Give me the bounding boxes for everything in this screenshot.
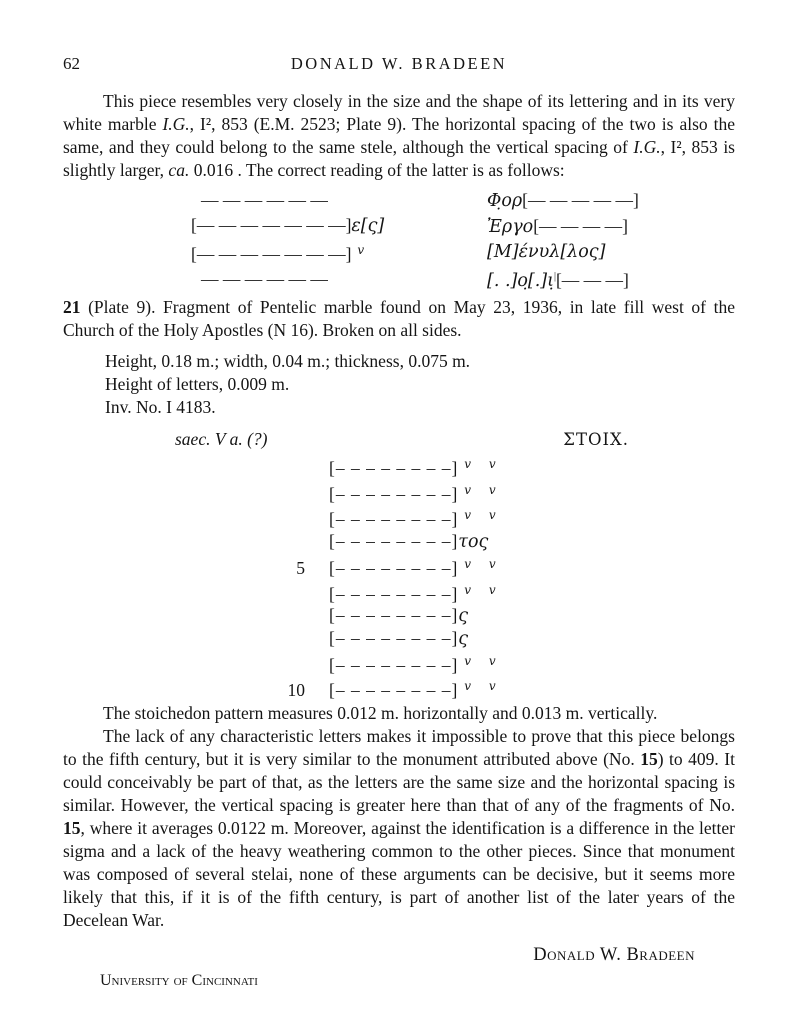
lacuna-brackets: [– – – – – – – –] — [329, 509, 459, 530]
text-segment: ) to 409. It could conceivably be part of that, as the letters are the same size and the horizontal spacing is similar. However, the vertical spacing is greater here than that of any of the fragments of No. — [63, 749, 735, 816]
pattern-paragraph: The stoichedon pattern measures 0.012 m. horizontally and 0.013 m. vertically. — [103, 703, 658, 724]
vacat-mark: v v — [464, 679, 503, 694]
discussion-paragraph — [63, 725, 735, 932]
greek-text: Φ̣ορ — [487, 191, 523, 211]
lacuna-brackets: [– – – – – – – –] — [329, 680, 459, 701]
greek-text: [. .]ο̣[.]ι̣ — [487, 270, 554, 291]
inscription-line — [191, 213, 384, 239]
vacat-mark: v v — [464, 653, 503, 668]
lacuna-brackets: [– – – – – – – –] — [329, 557, 459, 578]
ig-right-column — [487, 188, 639, 293]
vacat-mark: v v — [464, 457, 503, 471]
measurements-block — [63, 350, 735, 419]
lacuna-brackets: [– – – – – – – –] — [329, 583, 459, 604]
vacat-mark: v v — [464, 482, 503, 497]
text-segment: [— — — — —] — [522, 190, 639, 210]
text-segment: [— — — — — — —] — [191, 214, 352, 235]
text-segment: , I², 853 (E.M. 2523; Plate 9). The horizontal spacing of the two is also the same, and they could belong to the same stele, although the vertical spacing of — [63, 114, 736, 157]
greek-text: ς — [458, 628, 469, 649]
lacuna-brackets: [– – – – – – – –] — [329, 458, 459, 478]
text-segment: 15 — [63, 818, 81, 839]
running-head-title: DONALD W. BRADEEN — [290, 54, 508, 73]
inscription-line — [487, 239, 639, 265]
entry-21-paragraph — [63, 296, 735, 342]
text-segment: The lack of any characteristic letters makes it impossible to prove that this piece belongs to the fifth century, but it is very similar to the monument attributed above (No. — [63, 726, 735, 770]
author-signature: Donald W. Bradeen — [533, 945, 695, 966]
inscription-line — [191, 238, 384, 267]
line-number: 10 — [287, 680, 305, 701]
lacuna-brackets: [– – – – – – – –] — [329, 654, 459, 675]
text-segment: — — — — — — — [201, 268, 328, 289]
stoichedon-row — [263, 554, 735, 580]
stoichedon-row — [263, 628, 735, 651]
vacat-mark: v v — [464, 556, 503, 571]
stoichedon-row — [263, 454, 735, 480]
vacat-mark: v — [357, 243, 372, 257]
intro-paragraph — [63, 90, 735, 182]
greek-text: τος — [458, 532, 489, 553]
greek-text: Ἐργο — [487, 216, 534, 237]
stoichedon-row — [263, 605, 735, 628]
inscription-line — [487, 265, 639, 294]
measurement-line: Inv. No. I 4183. — [105, 397, 216, 417]
lacuna-brackets: [– – – – – – – –] — [329, 531, 459, 552]
text-segment: (Plate 9). Fragment of Pentelic marble found on May 23, 1936, in late fill west of the Church of the Holy Apostles (N 16). Broken on all sides. — [63, 297, 735, 340]
author-affiliation: University of Cincinnati — [100, 972, 258, 990]
lacuna-brackets: [– – – – – – – –] — [329, 483, 459, 504]
text-segment: , where it averages 0.0122 m. Moreover, against the identification is a difference in the letter sigma and a lack of the heavy weathering common to the other pieces. Since that monument was composed of several stelai, none of these arguments can be decisive, but it seems more likely that this, if it is of the fifth century, is part of another list of the later years of the Decelean War. — [63, 818, 735, 931]
text-segment: ca. — [168, 160, 190, 180]
lacuna-brackets: [– – – – – – – –] — [329, 627, 459, 648]
measurement-line: Height of letters, 0.009 m. — [105, 374, 290, 394]
running-header — [63, 52, 735, 74]
measurement-line: Height, 0.18 m.; width, 0.04 m.; thickness, 0.075 m. — [105, 351, 471, 371]
greek-text: ς — [458, 606, 469, 627]
date-attribution: saec. V a. (?) — [175, 429, 268, 449]
text-segment: [— — —] — [555, 269, 629, 290]
page-number: 62 — [63, 54, 80, 73]
stoichedon-row — [263, 651, 735, 677]
vacat-mark: v v — [464, 582, 503, 597]
greek-text: ε[ς] — [351, 215, 385, 236]
stoichedon-row — [263, 531, 735, 554]
inscription-line — [487, 188, 639, 214]
lacuna-brackets: [– – – – – – – –] — [329, 605, 459, 626]
text-segment: This piece resembles very closely in the size and the shape of its lettering and in its very white marble — [63, 91, 735, 134]
stoichedon-label: ΣΤΟΙΧ. — [563, 430, 629, 449]
stoichedon-row — [263, 480, 735, 506]
signature-block — [63, 944, 735, 992]
text-segment: — — — — — — — [201, 190, 328, 210]
text-segment: 0.016 . The correct reading of the latter is as follows: — [189, 160, 565, 180]
stoichedon-text-block — [263, 454, 735, 702]
text-segment: , I², 853 is slightly larger, — [63, 137, 735, 180]
stoichedon-row — [263, 580, 735, 606]
vacat-mark: v v — [464, 508, 503, 523]
inscription-line — [191, 267, 384, 292]
date-stoich-line — [63, 428, 735, 452]
text-segment: I.G. — [162, 114, 190, 134]
stoichedon-row — [263, 676, 735, 702]
ig-853-reading-block — [63, 188, 735, 291]
line-number: 5 — [296, 557, 305, 578]
stoichedon-row — [263, 505, 735, 531]
inscription-line — [191, 188, 384, 213]
text-segment: I.G. — [633, 137, 661, 157]
inscription-line — [487, 214, 639, 240]
text-segment: 21 — [63, 297, 81, 317]
ig-left-column — [191, 188, 384, 291]
text-segment: 15 — [640, 749, 658, 770]
greek-text: [Μ]ένυλ[λος] — [487, 242, 606, 262]
letter-trace-mark: | — [553, 270, 556, 282]
text-segment: [— — — — — — —] — [191, 244, 352, 264]
text-segment: [— — — —] — [533, 215, 628, 236]
